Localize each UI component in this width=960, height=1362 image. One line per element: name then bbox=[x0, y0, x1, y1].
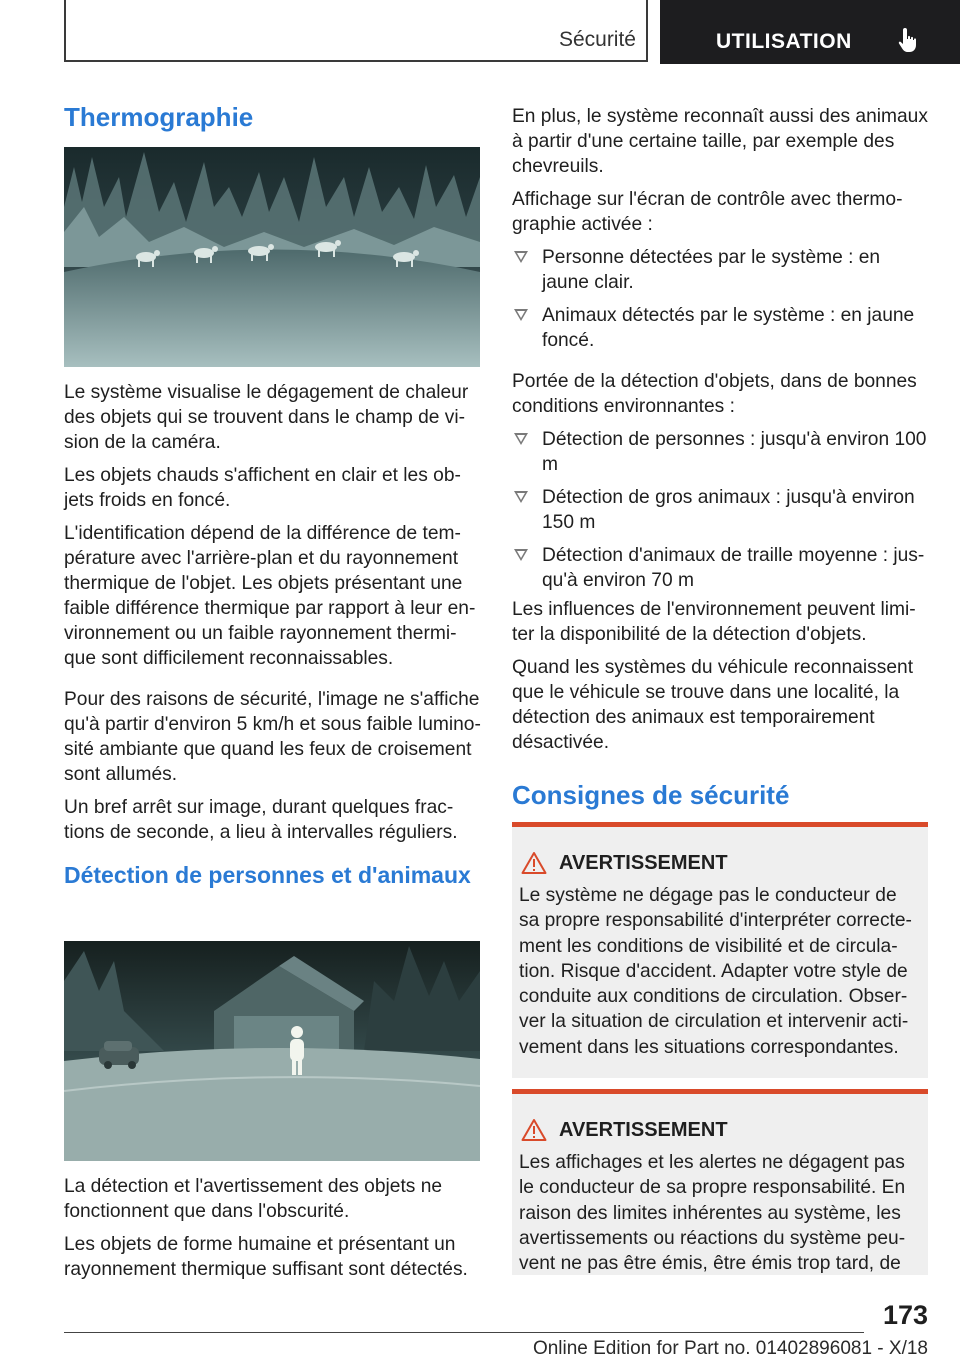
list-item: Détection de gros animaux : jusqu'à environ 150 m bbox=[512, 485, 930, 535]
page-number: 173 bbox=[882, 1300, 928, 1330]
heading-detection: Détection de personnes et d'animaux bbox=[64, 862, 471, 888]
paragraph: Quand les systèmes du véhicule reconnaissent que le véhicule se trouve dans une localité, la détection des animaux est temporairement désactivée. bbox=[512, 657, 914, 753]
list-item: Personne détectées par le système : en jaune clair. bbox=[512, 245, 930, 295]
paragraph: Pour des raisons de sécurité, l'image ne s'affiche qu'à partir d'environ 5 km/h et sous faible luminosité ambiante que quand les feux de croisement sont allumés. bbox=[64, 689, 481, 785]
warning-triangle-icon bbox=[521, 851, 547, 875]
paragraph: Portée de la détection d'objets, dans de bonnes conditions environnantes : bbox=[512, 371, 917, 417]
footer-edition: Online Edition for Part no. 01402896081 - X/18 bbox=[532, 1338, 928, 1359]
heading-safety-notes: Consignes de sécurité bbox=[512, 780, 790, 810]
heading-thermography: Thermographie bbox=[64, 102, 254, 132]
bullet-triangle-icon bbox=[514, 309, 528, 321]
paragraph: Le système visualise le dégagement de chaleur des objets qui se trouvent dans le champ de vision de la caméra. bbox=[64, 382, 469, 453]
thermography-text bbox=[64, 380, 482, 889]
bullet-triangle-icon bbox=[514, 433, 528, 445]
warning-title: AVERTISSEMENT bbox=[521, 851, 921, 875]
section-thermography bbox=[64, 102, 482, 133]
detection-text bbox=[64, 1174, 482, 1282]
paragraph: Les objets de forme humaine et présentant un rayonnement thermique suffisant sont détectés. bbox=[64, 1234, 468, 1280]
detection-text-continued bbox=[512, 104, 930, 763]
warning-box-2 bbox=[512, 1089, 928, 1275]
paragraph: Affichage sur l'écran de contrôle avec thermographie activée : bbox=[512, 189, 903, 235]
footer-divider bbox=[64, 1332, 864, 1333]
warning-triangle-icon bbox=[521, 1118, 547, 1142]
list-item: Détection de personnes : jusqu'à environ 100 m bbox=[512, 427, 930, 477]
list-item: Animaux détectés par le système : en jaune foncé. bbox=[512, 303, 930, 353]
display-colors-list bbox=[512, 245, 930, 353]
paragraph: En plus, le système reconnaît aussi des animaux à partir d'une certaine taille, par exemple des chevreuils. bbox=[512, 106, 928, 177]
bullet-triangle-icon bbox=[514, 251, 528, 263]
paragraph: L'identification dépend de la différence de température avec l'arrière-plan et du rayonnement thermique de l'objet. Les objets présentant une faible différence thermique par rapport à leur environnement ou un faible rayonnement thermique sont difficilement reconnaissables. bbox=[64, 523, 476, 669]
paragraph: Un bref arrêt sur image, durant quelques fractions de seconde, a lieu à intervalles réguliers. bbox=[64, 797, 458, 843]
thermal-image-pedestrian bbox=[64, 941, 480, 1161]
paragraph: La détection et l'avertissement des objets ne fonctionnent que dans l'obscurité. bbox=[64, 1176, 443, 1222]
paragraph: Les objets chauds s'affichent en clair et les objets froids en foncé. bbox=[64, 465, 461, 511]
warning-title: AVERTISSEMENT bbox=[521, 1118, 921, 1142]
list-item: Détection d'animaux de traille moyenne : jusqu'à environ 70 m bbox=[512, 543, 930, 593]
paragraph: Les influences de l'environnement peuvent limiter la disponibilité de la détection d'objets. bbox=[512, 599, 916, 645]
detection-range-list bbox=[512, 427, 930, 593]
header-section-title: Sécurité bbox=[558, 28, 636, 51]
section-safety bbox=[512, 780, 930, 811]
warning-box-1 bbox=[512, 822, 928, 1078]
warning-text: Les affichages et les alertes ne dégagent pas le conducteur de sa propre responsabilité. En raison des limites inhérentes au système, les avertissements ou réactions du système peuvent ne pas être émis, être émis trop tard, de bbox=[519, 1152, 906, 1275]
chapter-tab-label: UTILISATION bbox=[716, 30, 852, 53]
bullet-triangle-icon bbox=[514, 549, 528, 561]
chapter-tab bbox=[660, 0, 960, 64]
bullet-triangle-icon bbox=[514, 491, 528, 503]
hand-pointer-icon bbox=[895, 26, 923, 54]
warning-text: Le système ne dégage pas le conducteur de sa propre responsabilité d'interpréter correctement les conditions de visibilité et de circulation. Risque d'accident. Adapter votre style de conduite aux conditions de circulation. Observer la situation de circulation et intervenir activement dans les situations correspondantes. bbox=[519, 885, 912, 1058]
thermal-image-animals bbox=[64, 147, 480, 367]
